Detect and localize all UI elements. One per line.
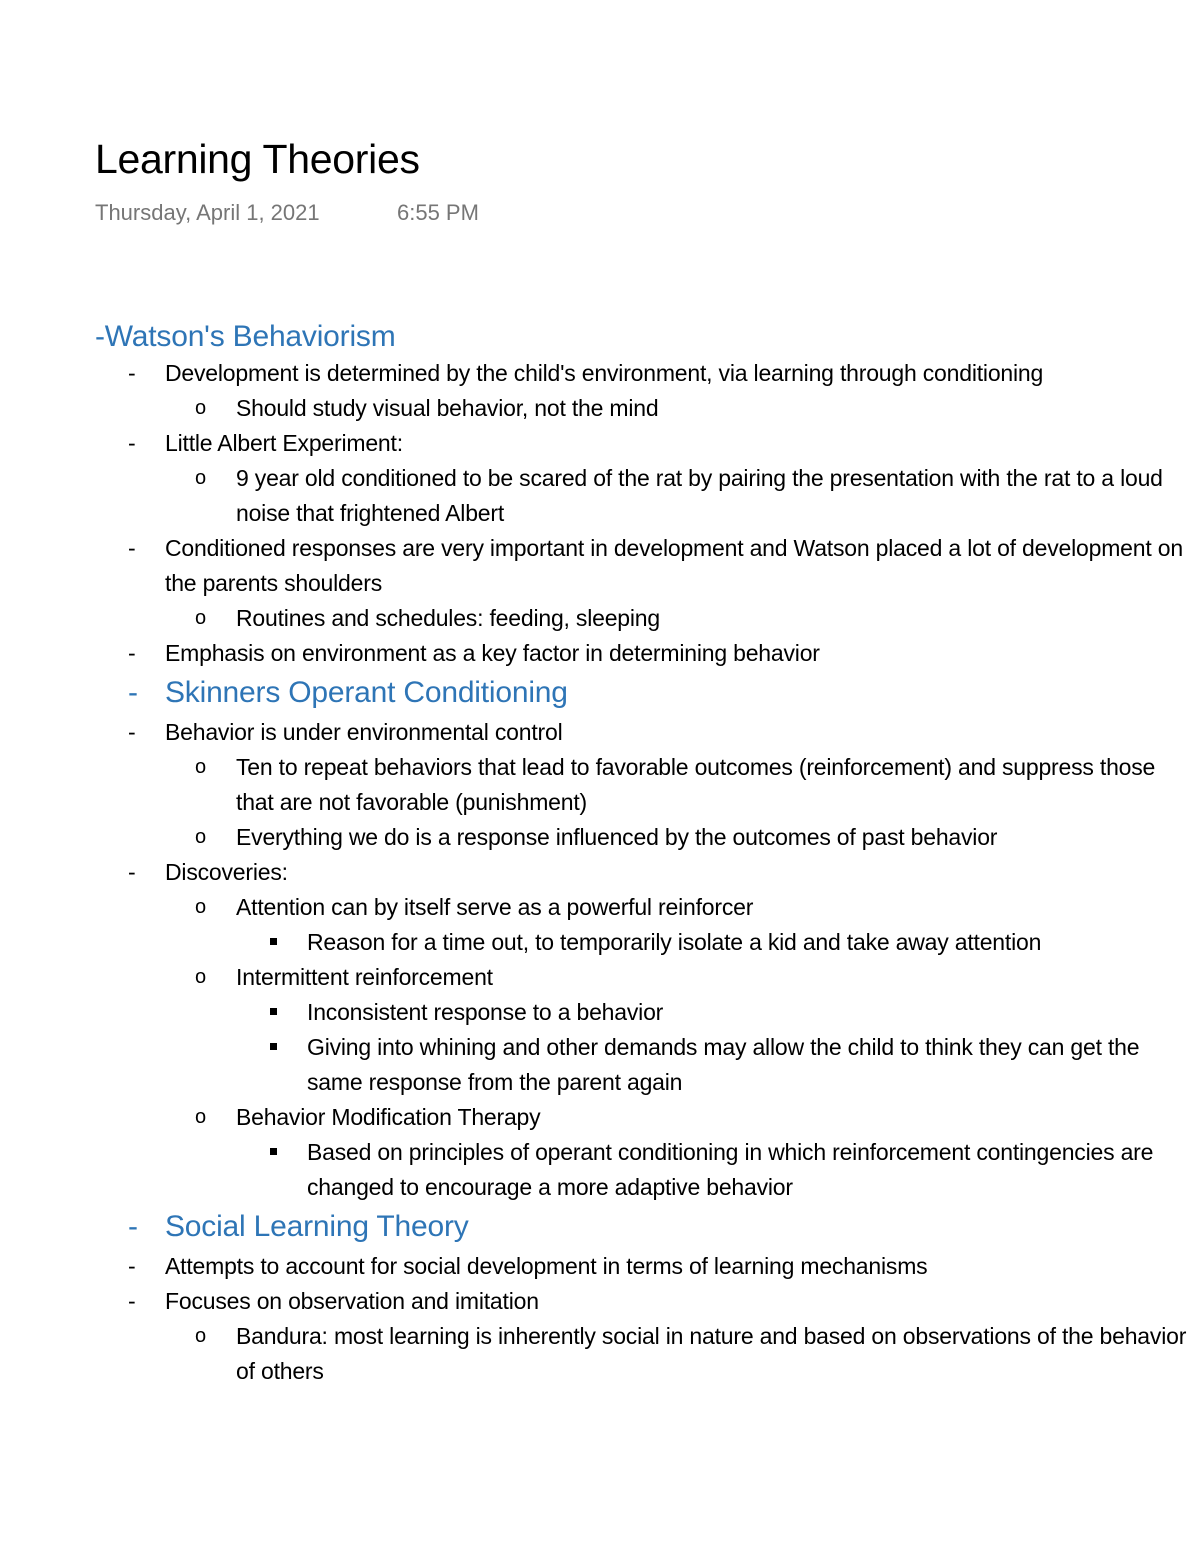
list-item (95, 1135, 1195, 1205)
dash-bullet: - (128, 1288, 136, 1314)
list-item-text: Everything we do is a response influenced by the outcomes of past behavior (236, 824, 998, 850)
dash-bullet: - (128, 360, 136, 386)
dash-bullet: - (128, 676, 138, 709)
dash-bullet: - (128, 719, 136, 745)
list-item (95, 461, 1195, 531)
section-heading-watson: -Watson's Behaviorism (95, 320, 396, 353)
list-item (95, 356, 1195, 391)
dash-bullet: - (128, 1253, 136, 1279)
note-body (95, 318, 1195, 1389)
circle-bullet: o (195, 756, 206, 778)
dash-bullet: - (128, 430, 136, 456)
list-item (95, 995, 1195, 1030)
list-item (95, 1284, 1195, 1319)
list-item-text: Behavior is under environmental control (165, 719, 563, 745)
circle-bullet: o (195, 966, 206, 988)
list-item-text: Bandura: most learning is inherently social in nature and based on observations of the behavior of others (236, 1323, 1187, 1384)
circle-bullet: o (195, 397, 206, 419)
list-item-text: Discoveries: (165, 859, 288, 885)
list-item (95, 1030, 1195, 1100)
list-item (95, 715, 1195, 750)
list-item (95, 601, 1195, 636)
list-item-text: Attempts to account for social development in terms of learning mechanisms (165, 1253, 928, 1279)
section-heading-text: Skinners Operant Conditioning (165, 676, 568, 709)
list-item (95, 750, 1195, 820)
list-item (95, 1100, 1195, 1135)
circle-bullet: o (195, 1325, 206, 1347)
dash-bullet: - (128, 859, 136, 885)
list-item-text: Routines and schedules: feeding, sleeping (236, 605, 660, 631)
list-item (95, 890, 1195, 925)
list-item-text: Conditioned responses are very important in development and Watson placed a lot of development on the parents shoulders (165, 535, 1183, 596)
dash-bullet: - (128, 640, 136, 666)
list-item-text: Intermittent reinforcement (236, 964, 493, 990)
page-date: Thursday, April 1, 2021 (95, 200, 320, 225)
dash-bullet: - (128, 1210, 138, 1243)
list-item-text: Attention can by itself serve as a powerful reinforcer (236, 894, 754, 920)
list-item (95, 531, 1195, 601)
circle-bullet: o (195, 1106, 206, 1128)
list-item-text: Emphasis on environment as a key factor in determining behavior (165, 640, 820, 666)
list-item-text: Focuses on observation and imitation (165, 1288, 539, 1314)
dash-bullet: - (128, 535, 136, 561)
list-item-text: Inconsistent response to a behavior (307, 999, 664, 1025)
section-heading-social (95, 1205, 1195, 1249)
list-item-text: Reason for a time out, to temporarily isolate a kid and take away attention (307, 929, 1042, 955)
page-title: Learning Theories (95, 136, 420, 182)
list-item (95, 925, 1195, 960)
page-timestamp (95, 198, 479, 228)
page-time: 6:55 PM (397, 200, 479, 225)
list-item-text: Giving into whining and other demands may allow the child to think they can get the same response from the parent again (307, 1034, 1140, 1095)
section-heading-skinner (95, 671, 1195, 715)
list-item-text: Should study visual behavior, not the mind (236, 395, 659, 421)
circle-bullet: o (195, 896, 206, 918)
list-item (95, 1319, 1195, 1389)
list-item-text: Behavior Modification Therapy (236, 1104, 541, 1130)
square-bullet-icon (270, 1043, 277, 1050)
list-item (95, 636, 1195, 671)
list-item-text: Development is determined by the child's environment, via learning through conditioning (165, 360, 1044, 386)
list-item (95, 426, 1195, 461)
circle-bullet: o (195, 467, 206, 489)
list-item-text: Ten to repeat behaviors that lead to favorable outcomes (reinforcement) and suppress those that are not favorable (punishment) (236, 754, 1156, 815)
list-item-text: Based on principles of operant conditioning in which reinforcement contingencies are changed to encourage a more adaptive behavior (307, 1139, 1154, 1200)
list-item (95, 960, 1195, 995)
section-heading-text: Social Learning Theory (165, 1210, 469, 1243)
list-item (95, 1249, 1195, 1284)
square-bullet-icon (270, 1148, 277, 1155)
circle-bullet: o (195, 607, 206, 629)
square-bullet-icon (270, 1008, 277, 1015)
list-item (95, 855, 1195, 890)
square-bullet-icon (270, 938, 277, 945)
list-item (95, 820, 1195, 855)
circle-bullet: o (195, 826, 206, 848)
list-item (95, 391, 1195, 426)
list-item-text: 9 year old conditioned to be scared of the rat by pairing the presentation with the rat to a loud noise that frightened Albert (236, 465, 1163, 526)
list-item-text: Little Albert Experiment: (165, 430, 403, 456)
